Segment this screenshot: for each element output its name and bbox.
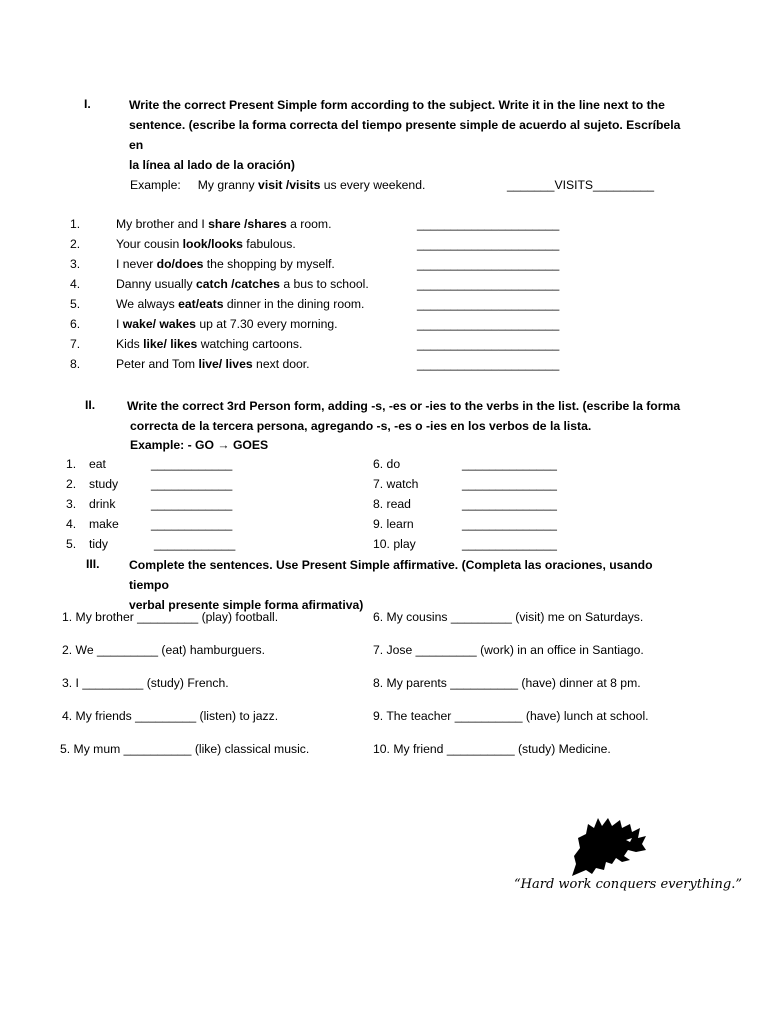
answer-line: _____________________ (417, 217, 560, 231)
item-number: 7. (70, 337, 81, 351)
answer-line: _____________________ (417, 257, 560, 271)
section-1-example (130, 178, 425, 192)
section-1-instruction-line-1: Write the correct Present Simple form according to the subject. Write it in the line next to the (129, 98, 665, 112)
verb-item: 9. learn (373, 517, 414, 531)
sentence-end: next door. (252, 357, 310, 371)
item-sentence (116, 257, 335, 271)
verb-answer-line: ____________ (151, 457, 233, 471)
section-1-number: I. (84, 97, 91, 111)
verb-answer-line: ______________ (462, 497, 557, 511)
item-number: 5. (70, 297, 81, 311)
verb-word: study (89, 477, 119, 491)
answer-line: _____________________ (417, 317, 560, 331)
verb-answer-line: ______________ (462, 457, 557, 471)
answer-line: _____________________ (417, 357, 560, 371)
item-sentence (116, 297, 364, 311)
verb-options: share /shares (208, 217, 287, 231)
section-3-instruction-line-2: verbal presente simple forma afirmativa) (129, 598, 364, 612)
sentence-item: 8. My parents __________ (have) dinner at 8 pm. (373, 676, 641, 690)
motto-text: “Hard work conquers everything.” (514, 877, 742, 892)
item-number: 2. (70, 237, 81, 251)
sentence-end: fabulous. (242, 237, 296, 251)
verb-number: 2. (66, 477, 77, 491)
sentence-item: 7. Jose _________ (work) in an office in Santiago. (373, 643, 644, 657)
section-3-number: III. (86, 557, 100, 571)
answer-line: _____________________ (417, 277, 560, 291)
verb-number: 3. (66, 497, 77, 511)
verb-item: 6. do (373, 457, 401, 471)
verb-answer-line: ____________ (151, 497, 233, 511)
section-2-example: Example: - GO → GOES (130, 438, 269, 452)
verb-word: make (89, 517, 119, 531)
sentence-start: I (116, 317, 123, 331)
sentence-start: My brother and I (116, 217, 209, 231)
item-number: 8. (70, 357, 81, 371)
verb-number: 5. (66, 537, 77, 551)
sentence-start: Peter and Tom (116, 357, 199, 371)
section-2-number: II. (85, 398, 96, 412)
verb-item: 8. read (373, 497, 411, 511)
verb-number: 1. (66, 457, 77, 471)
section-3-instruction (129, 555, 689, 615)
section-2-instruction-line-2: correcta de la tercera persona, agregando -s, -es o -ies en los verbos de la lista. (130, 419, 592, 433)
section-2-instruction-line-1: Write the correct 3rd Person form, adding -s, -es or -ies to the verbs in the list. (escribe la forma (127, 399, 681, 413)
sentence-item: 1. My brother _________ (play) football. (62, 610, 279, 624)
verb-options: do/does (156, 257, 204, 271)
sentence-start: Kids (116, 337, 144, 351)
example-answer-line: _______VISITS_________ (507, 178, 655, 192)
example-label: Example: (130, 178, 181, 192)
verb-answer-line: ____________ (151, 517, 233, 531)
item-number: 6. (70, 317, 81, 331)
sentence-end: dinner in the dining room. (223, 297, 365, 311)
verb-answer-line: ______________ (462, 537, 557, 551)
section-1-instruction (129, 95, 689, 175)
verb-options: look/looks (182, 237, 243, 251)
item-sentence (116, 317, 338, 331)
sentence-start: Your cousin (116, 237, 183, 251)
sentence-end: a room. (286, 217, 332, 231)
verb-answer-line: ______________ (462, 517, 557, 531)
verb-answer-line: ____________ (151, 477, 233, 491)
sentence-item: 6. My cousins _________ (visit) me on Saturdays. (373, 610, 644, 624)
section-2-instruction (127, 396, 687, 436)
answer-line: _____________________ (417, 297, 560, 311)
item-sentence (116, 357, 310, 371)
sentence-end: the shopping by myself. (203, 257, 335, 271)
item-sentence (116, 237, 296, 251)
section-3-instruction-line-1: Complete the sentences. Use Present Simple affirmative. (Completa las oraciones, usando tiempo (129, 558, 653, 592)
sentence-end: watching cartoons. (197, 337, 303, 351)
sentence-item: 9. The teacher __________ (have) lunch at school. (373, 709, 649, 723)
verb-options: wake/ wakes (122, 317, 196, 331)
example-pre: My granny (197, 178, 259, 192)
verb-number: 4. (66, 517, 77, 531)
sentence-end: a bus to school. (279, 277, 369, 291)
sentence-end: up at 7.30 every morning. (195, 317, 338, 331)
answer-line: _____________________ (417, 337, 560, 351)
verb-word: tidy (89, 537, 108, 551)
verb-options: catch /catches (195, 277, 280, 291)
verb-options: like/ likes (143, 337, 198, 351)
example-options: visit /visits (258, 178, 321, 192)
sentence-item: 10. My friend __________ (study) Medicine. (373, 742, 611, 756)
sentence-item: 3. I _________ (study) French. (62, 676, 229, 690)
item-number: 1. (70, 217, 81, 231)
verb-options: live/ lives (198, 357, 253, 371)
sentence-start: Danny usually (116, 277, 196, 291)
verb-item: 10. play (373, 537, 416, 551)
item-number: 3. (70, 257, 81, 271)
sentence-item: 4. My friends _________ (listen) to jazz. (62, 709, 279, 723)
sentence-start: I never (116, 257, 157, 271)
verb-word: eat (89, 457, 106, 471)
item-sentence (116, 277, 369, 291)
section-1-instruction-line-2: sentence. (escribe la forma correcta del tiempo presente simple de acuerdo al sujeto. Escríbela en (129, 118, 681, 152)
sentence-item: 5. My mum __________ (like) classical music. (60, 742, 310, 756)
verb-options: eat/eats (178, 297, 224, 311)
wolf-head-icon (566, 812, 648, 883)
sentence-item: 2. We _________ (eat) hamburguers. (62, 643, 266, 657)
item-sentence (116, 217, 331, 231)
verb-answer-line: ____________ (154, 537, 236, 551)
section-1-instruction-line-3: la línea al lado de la oración) (129, 158, 295, 172)
sentence-start: We always (116, 297, 179, 311)
verb-answer-line: ______________ (462, 477, 557, 491)
verb-item: 7. watch (373, 477, 419, 491)
item-sentence (116, 337, 302, 351)
answer-line: _____________________ (417, 237, 560, 251)
example-post: us every weekend. (320, 178, 426, 192)
item-number: 4. (70, 277, 81, 291)
verb-word: drink (89, 497, 116, 511)
